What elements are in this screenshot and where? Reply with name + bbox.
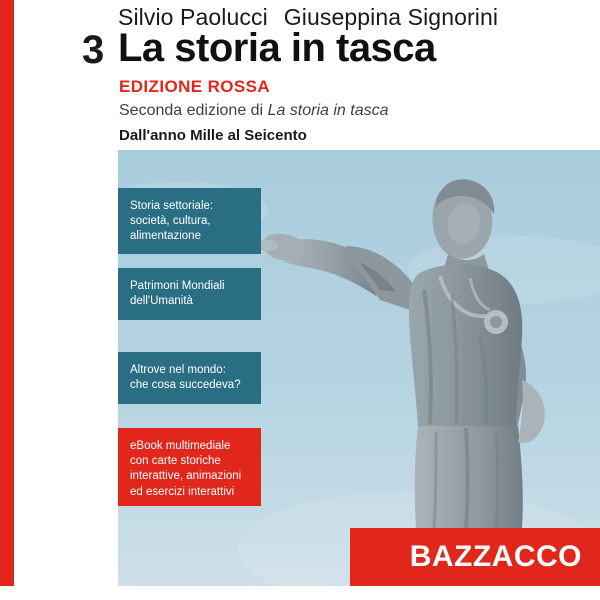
feature-line: Patrimoni Mondiali — [130, 280, 225, 292]
feature-box-ebook-multimediale — [118, 428, 261, 506]
publisher-logo: BAZZACCO — [350, 528, 600, 586]
feature-line: Storia settoriale: — [130, 200, 214, 212]
subedition-title: La storia in tasca — [267, 102, 389, 119]
author-secondary: Giuseppina Signorini — [283, 4, 499, 30]
feature-line: che cosa succedeva? — [130, 379, 241, 392]
feature-box-patrimoni-mondiali — [118, 268, 261, 320]
spine-bar — [0, 0, 14, 600]
edition-label: EDIZIONE ROSSA — [119, 77, 271, 96]
feature-line: interattive, animazioni — [130, 470, 242, 483]
period-subtitle: Dall'anno Mille al Seicento — [119, 127, 307, 144]
feature-box-altrove-nel-mondo — [118, 352, 261, 404]
feature-line: ed esercizi interattivi — [130, 485, 235, 498]
volume-number: 3 — [82, 28, 105, 72]
feature-line: società, cultura, — [130, 215, 211, 228]
feature-box-storia-settoriale — [118, 188, 261, 254]
feature-line: eBook multimediale — [130, 440, 231, 452]
feature-line: dell'Umanità — [130, 295, 193, 308]
feature-line: Altrove nel mondo: — [130, 364, 226, 376]
page-title: La storia in tasca — [118, 26, 436, 70]
bottom-margin — [0, 586, 600, 600]
author-primary: Silvio Paolucci — [118, 4, 268, 30]
feature-line: alimentazione — [130, 230, 201, 243]
subedition-prefix: Seconda edizione di — [119, 102, 268, 119]
subedition-line — [119, 102, 389, 120]
feature-line: con carte storiche — [130, 455, 221, 468]
